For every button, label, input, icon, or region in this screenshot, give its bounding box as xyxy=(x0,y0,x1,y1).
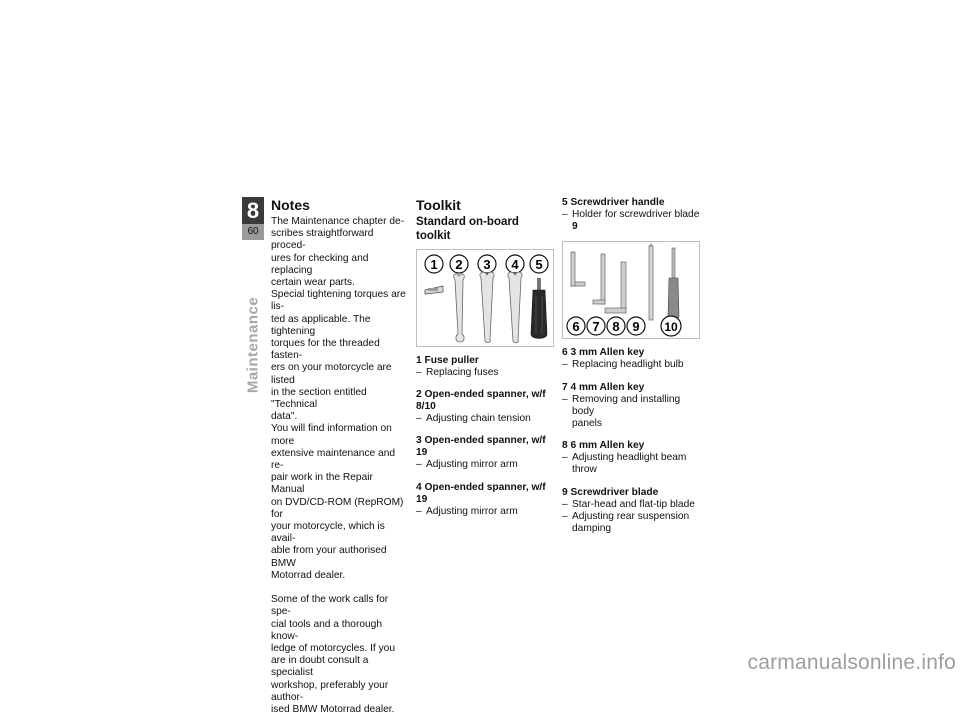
tool-item-4 xyxy=(416,482,552,518)
tool-use: – Adjusting mirror arm xyxy=(416,459,518,471)
badge-label: 4 xyxy=(511,257,519,272)
tool-title: 9 Screwdriver blade xyxy=(562,486,659,498)
toolkit-figure-2 xyxy=(562,241,700,339)
notes-para-4 xyxy=(271,594,409,716)
tool-use: – Adjusting mirror arm xyxy=(416,505,518,517)
spanner-icon xyxy=(480,272,494,342)
line: ures for checking and replacing xyxy=(271,252,369,276)
line: ers on your motorcycle are listed xyxy=(271,362,392,386)
toolkit-title: Toolkit xyxy=(416,197,461,213)
tool-title: 3 Open-ended spanner, w/f 19 xyxy=(416,435,546,459)
line: Some of the work calls for spe- xyxy=(271,594,389,618)
tools-illustration-1 xyxy=(417,250,553,346)
line: The Maintenance chapter de- xyxy=(271,216,405,227)
line: pair work in the Repair Manual xyxy=(271,472,373,496)
line: data". xyxy=(271,411,298,423)
tool-item-7 xyxy=(562,382,702,431)
tool-item-8 xyxy=(562,440,702,476)
section-label: Maintenance xyxy=(244,296,262,394)
toolkit-column-2 xyxy=(562,197,702,545)
badge-label: 2 xyxy=(455,257,463,272)
line: extensive maintenance and re- xyxy=(271,447,396,472)
badge-label: 1 xyxy=(430,257,438,272)
tool-use: – Replacing fuses xyxy=(416,367,499,378)
line: certain wear parts. xyxy=(271,277,355,289)
page-number: 60 xyxy=(242,224,264,240)
notes-title: Notes xyxy=(271,197,310,213)
tool-item-1 xyxy=(416,355,552,379)
badge-label: 10 xyxy=(664,320,678,335)
toolkit-figure-1 xyxy=(416,249,554,347)
line: You will find information on more xyxy=(271,423,392,447)
line: are in doubt consult a specialist xyxy=(271,655,369,679)
tool-use: – Removing and installing body panels xyxy=(562,393,681,430)
tool-use: – Holder for screwdriver blade 9 xyxy=(562,209,700,233)
line: cial tools and a thorough know- xyxy=(271,618,383,642)
spanner-icon xyxy=(454,274,465,342)
toolkit-subtitle: Standard on-board toolkit xyxy=(416,216,519,242)
badge-label: 3 xyxy=(483,257,491,272)
screwdriver-handle-icon xyxy=(531,278,547,339)
badge-label: 5 xyxy=(535,257,543,272)
tool-use: – Replacing headlight bulb xyxy=(562,359,684,371)
tool-title: 1 Fuse puller xyxy=(416,355,479,366)
line: ted as applicable. The tightening xyxy=(271,313,371,337)
line: Special tightening torques are lis- xyxy=(271,289,406,313)
figure-2-badges xyxy=(567,316,681,336)
tool-title: 8 6 mm Allen key xyxy=(562,440,645,452)
tool-item-9 xyxy=(562,487,702,536)
tool-item-3 xyxy=(416,435,552,471)
allen-key-icon xyxy=(571,252,585,286)
tool-title: 4 Open-ended spanner, w/f 19 xyxy=(416,481,546,505)
tool-use: – Adjusting rear suspension damping xyxy=(562,510,690,535)
tool-use: – Adjusting chain tension xyxy=(416,413,531,425)
spanner-icon xyxy=(508,272,522,342)
line: ledge of motorcycles. If you xyxy=(271,642,396,654)
line: your motorcycle, which is avail- xyxy=(271,521,385,545)
badge-label: 6 xyxy=(572,319,580,335)
notes-para-1 xyxy=(271,216,409,289)
line: in the section entitled "Technical xyxy=(271,386,367,411)
allen-key-icon xyxy=(593,254,605,304)
line: Motorrad dealer. xyxy=(271,569,346,581)
line: able from your authorised BMW xyxy=(271,545,387,569)
watermark-link[interactable]: carmanualsonline.info xyxy=(747,651,956,674)
fuse-puller-icon xyxy=(425,286,443,294)
line: ised BMW Motorrad dealer. xyxy=(271,703,395,715)
notes-column xyxy=(271,197,409,716)
chapter-number: 8 xyxy=(242,197,264,224)
badge-label: 8 xyxy=(612,319,620,335)
tool-title: 2 Open-ended spanner, w/f 8/10 xyxy=(416,389,546,413)
notes-para-3 xyxy=(271,423,409,582)
tool-use: – Star-head and flat-tip blade xyxy=(562,498,695,510)
toolkit-column xyxy=(416,197,552,528)
figure-1-badges xyxy=(425,255,548,273)
tool-title: 6 3 mm Allen key xyxy=(562,347,645,359)
tool-use: – Adjusting headlight beam throw xyxy=(562,452,687,476)
line: scribes straightforward proced- xyxy=(271,228,374,252)
tool-item-6 xyxy=(562,347,702,371)
screwdriver-icon xyxy=(668,248,679,321)
allen-key-icon xyxy=(605,262,626,313)
tool-reference: 9 xyxy=(572,221,578,233)
badge-label: 9 xyxy=(632,319,640,335)
chapter-tab xyxy=(242,197,264,240)
tool-item-2 xyxy=(416,389,552,425)
notes-para-2 xyxy=(271,289,409,423)
line: on DVD/CD-ROM (RepROM) for xyxy=(271,496,404,520)
line: torques for the threaded fasten- xyxy=(271,338,380,362)
screwdriver-blade-icon xyxy=(649,243,653,320)
tools-illustration-2 xyxy=(563,242,699,338)
tool-title: 7 4 mm Allen key xyxy=(562,381,645,393)
tool-item-5 xyxy=(562,197,702,233)
tool-title: 5 Screwdriver handle xyxy=(562,197,665,208)
line: workshop, preferably your author- xyxy=(271,679,389,703)
badge-label: 7 xyxy=(592,319,600,335)
